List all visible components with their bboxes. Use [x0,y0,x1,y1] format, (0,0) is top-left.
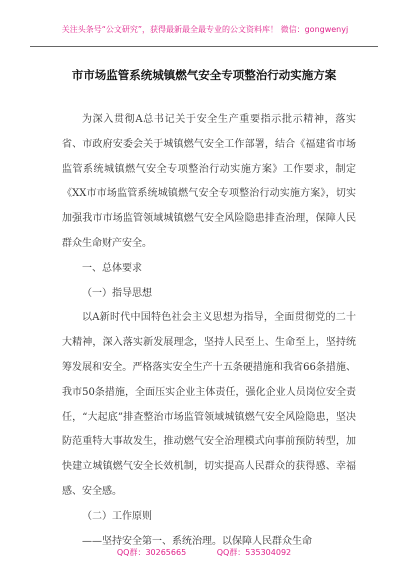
footer-contact [0,547,408,558]
header-banner: 关注头条号“公文研究”，获得最新最全最专业的公文资料库！ 微信：gongwenyj [61,25,349,34]
footer-qq-group-2: QQ群：535304092 [216,548,292,557]
footer-qq-group-1: QQ群：30265665 [116,548,187,557]
document-body [62,108,356,554]
intro-paragraph: 为深入贯彻A总书记关于安全生产重要指示批示精神，落实省、市政府安委会关于城镇燃气安全工作部署，结合《福建省市场监管系统城镇燃气安全专项整治行动实施方案》工作要求，制定《XX市市场监管系统城镇燃气安全专项整治行动实施方案》，切实加强我市市场监管领域城镇燃气安全风险隐患排查治理，保障人民群众生命财产安全。 [62,114,356,249]
document-title: 市市场监管系统城镇燃气安全专项整治行动实施方案 [71,68,337,82]
guiding-ideology-paragraph: 以A新时代中国特色社会主义思想为指导，全面贯彻党的二十大精神，深入落实新发展理念，坚持人民至上、生命至上，坚持统筹发展和安全。严格落实安全生产十五条硬措施和我省66条措施、我市50条措施，全面压实企业主体责任，强化企业人员岗位安全责任，“大起底”排查整治市场监管领域城镇燃气安全风险隐患，坚决防范重特大事故发生，推动燃气安全治理模式向事前预防转型，加快建立城镇燃气安全长效机制，切实提高人民群众的获得感、幸福感、安全感。 [62,312,356,497]
work-principles-paragraph: ——坚持安全第一、系统治理。以保障人民群众生命 [82,535,312,547]
subsection-heading-guiding-ideology: （一）指导思想 [82,287,152,299]
header-divider [30,46,378,47]
section-heading-general-requirements: 一、总体要求 [82,262,142,274]
subsection-heading-work-principles: （二）工作原则 [82,510,152,522]
